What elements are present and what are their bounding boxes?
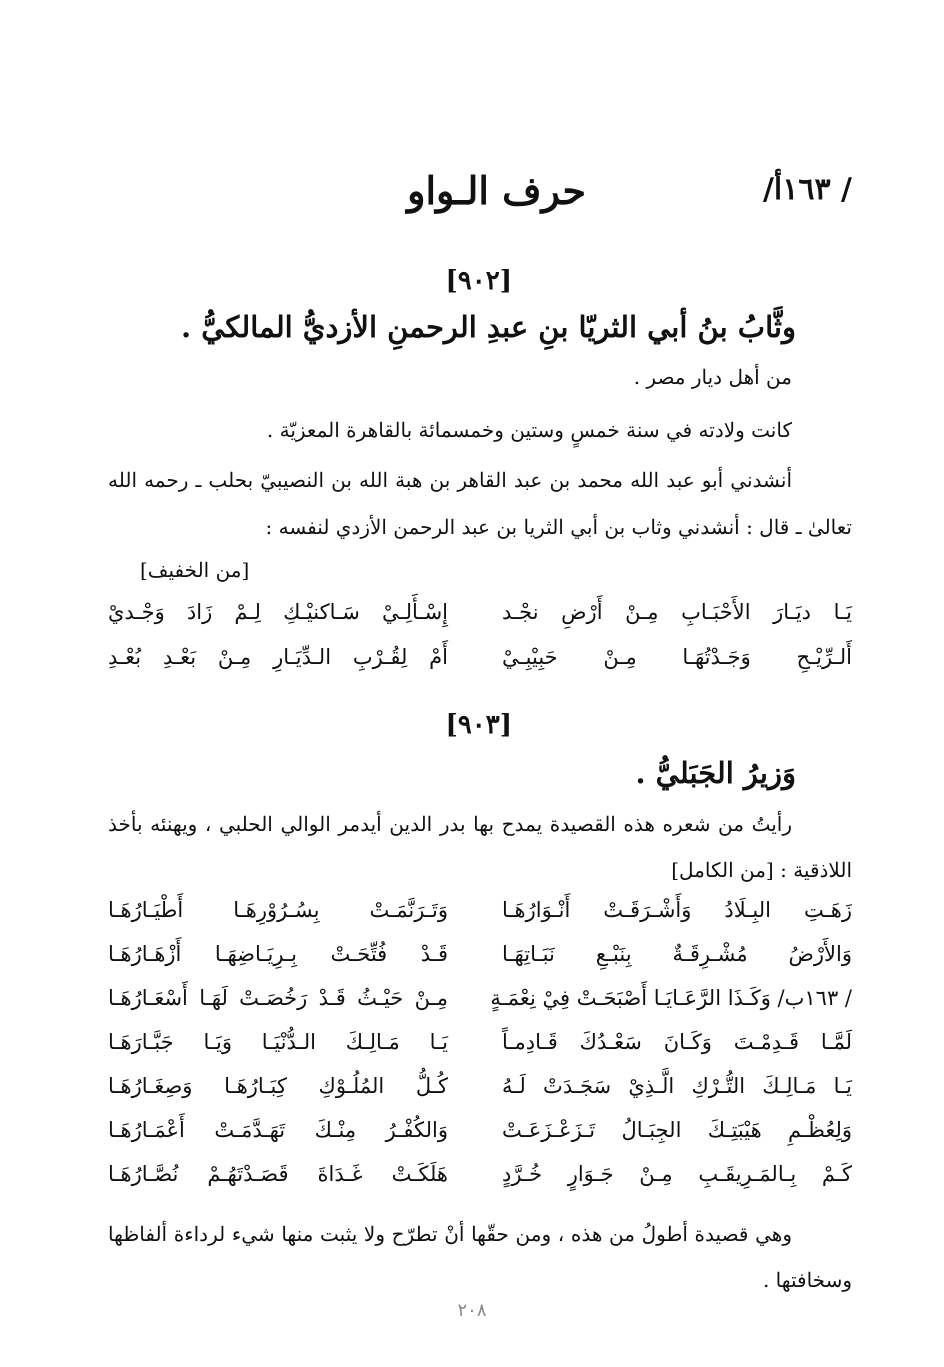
verse-hemistich-second: أَمْ لِقُـرْبِ الـدِّيَـارِ مِـنْ بَعْـدِ بُعْـدِ (108, 645, 448, 669)
folio-marker: / ١٦٣أ/ (762, 172, 852, 207)
verse-hemistich-first: أَلـرِّيْـحِ وَجَـدْتُهَـا مِـنْ حَبِيْبِـيْ (502, 645, 852, 669)
entry-902-meter: [من الخفيف] (140, 558, 250, 582)
verse-hemistich-first: / ١٦٣ب/ وَكَـذَا الرَّعَـايَـا أَصْبَحَـتْ فِيْ نِعْمَـةٍ (490, 986, 852, 1010)
verse-hemistich-second: يَـا مَـالِـكَ الـدُّنْيَـا وَيَـا جَبَّـارَهَـا (108, 1030, 448, 1054)
verse-hemistich-second: إِسْـأَلِـيْ سَـاكنيْـكِ لِـمْ زَادَ وَجْـديْ (108, 600, 448, 624)
verse-hemistich-second: هَلَكَـتْ غَـدَاةَ قَصَـدْتَهُـمْ نُصَّـارُهَـا (108, 1162, 448, 1186)
entry-902-birth: كانت ولادته في سنة خمسٍ وستين وخمسمائة بالقاهرة المعزيّة . (266, 418, 792, 442)
verse-hemistich-first: يَـا ديَـارَ الأَحْبَـابِ مِـنْ أَرْضِ نجْـد (502, 600, 852, 624)
verse-hemistich-first: زَهَـتِ البِـلَادُ وَأَشْـرَقَـتْ أَنْـوَارُهَـا (502, 898, 852, 922)
entry-902-name: وثَّابُ بنُ أبي الثريّا بنِ عبدِ الرحمنِ الأزديُّ المالكيُّ . (181, 310, 796, 344)
verse-hemistich-first: وَالأَرْضُ مُشْـرِقَـةٌ بِنَبْـعِ نَبَـاتِهَـا (502, 942, 852, 966)
entry-902-isnad-line-2: تعالىٰ ـ قال : أنشدني وثاب بن أبي الثريا بن عبد الرحمن الأزدي لنفسه : (265, 515, 852, 539)
entry-902-origin: من أهل ديار مصر . (633, 365, 792, 389)
verse-hemistich-first: كَـمْ بِـالمَـرِيقَـبِ مِـنْ جَـوَارٍ خُـرَّدٍ (502, 1162, 852, 1186)
verse-hemistich-second: قَـدْ فُتِّحَـتْ بِـرِيَـاضِهَـا أَزْهَـارُهَـا (108, 942, 448, 966)
entry-903-closing-line-2: وسخافتها . (762, 1268, 852, 1292)
entry-number-902: [٩٠٢] (445, 266, 512, 296)
verse-hemistich-second: وَالكُفْـرُ مِنْـكَ تَهَـدَّمَـتْ أَعْمَـارُهَـا (108, 1118, 448, 1142)
entry-903-closing-line-1: وهي قصيدة أطولُ من هذه ، ومن حقّها أنْ تطرّح ولا يثبت منها شيء لرداءة ألفاظها (108, 1222, 792, 1246)
page-number: ٢٠٨ (457, 1300, 487, 1321)
chapter-title: حرف الـواو (407, 168, 586, 213)
verse-hemistich-first: يَـا مَـالِـكَ التُّـرْكِ الَّـذِيْ سَجَـدَتْ لَـهُ (502, 1074, 852, 1098)
entry-903-name: وَزيرُ الجَبَليُّ . (635, 756, 796, 790)
verse-hemistich-first: لَمَّـا قَـدِمْـتَ وَكَـانَ سَعْـدُكَ قَـادِمـاً (502, 1030, 852, 1054)
entry-903-intro-line-1: رأيتُ من شعره هذه القصيدة يمدح بها بدر الدين أيدمر الوالي الحلبي ، ويهنئه بأخذ (108, 812, 792, 836)
verse-hemistich-second: كُـلُّ المُلُـوْكِ كِبَـارُهَـا وَصِغَـارُهَـا (108, 1074, 448, 1098)
entry-902-isnad-line-1: أنشدني أبو عبد الله محمد بن عبد القاهر بن هبة الله بن النصيبيّ بحلب ـ رحمه الله (108, 468, 792, 492)
verse-hemistich-second: وَتَـرَنَّمَـتْ بِسُـرُوْرِهَـا أَطْيَـارُهَـا (108, 898, 448, 922)
entry-number-903: [٩٠٣] (445, 710, 512, 740)
verse-hemistich-first: وَلِعُظْـمِ هَيْبَتِـكَ الجِبَـالُ تَـزَعْـزَعَـتْ (502, 1118, 852, 1142)
verse-hemistich-second: مِـنْ حَيْـثُ قَـدْ رَخُصَـتْ لَهَـا أَسْعَـارُهَـا (108, 986, 448, 1010)
entry-903-intro-line-2: اللاذقية : [من الكامل] (671, 858, 852, 882)
